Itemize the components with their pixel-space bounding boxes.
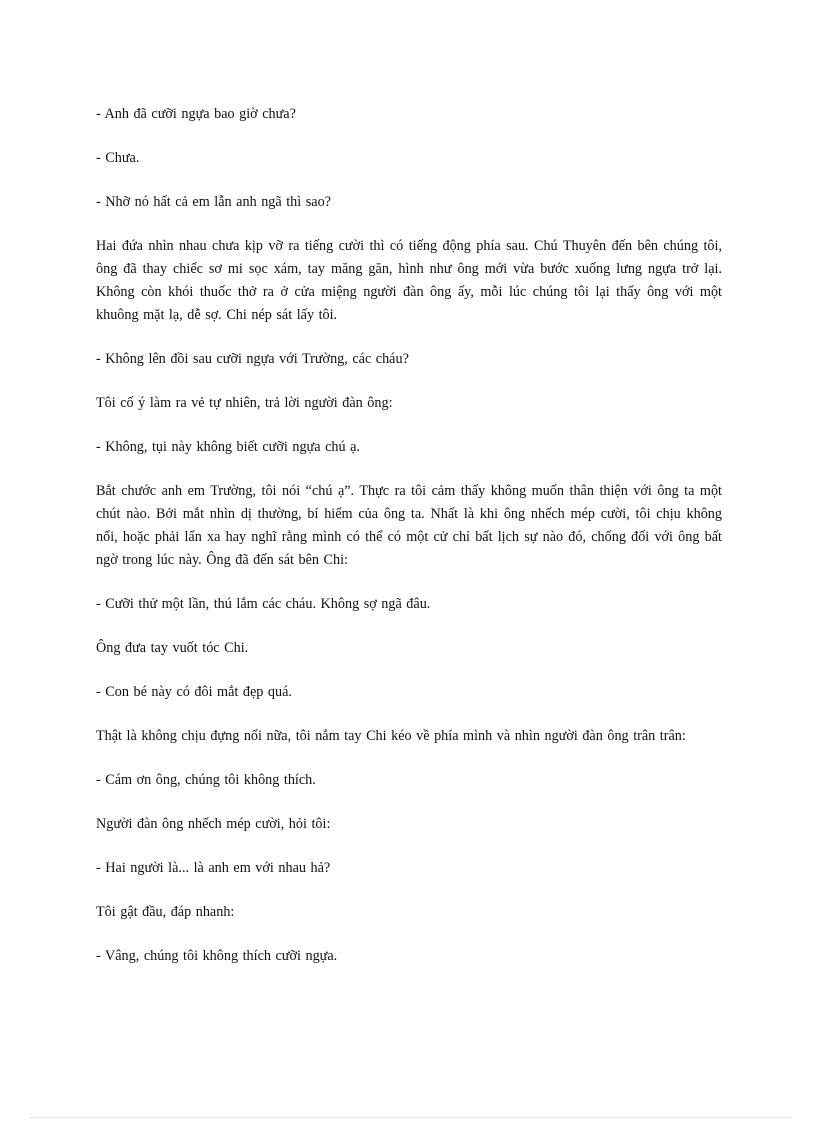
narrative-paragraph: Người đàn ông nhếch mép cười, hỏi tôi:: [96, 816, 331, 832]
dialogue-line: - Anh đã cưỡi ngựa bao giờ chưa?: [96, 106, 296, 122]
dialogue-line: - Hai người là... là anh em với nhau hả?: [96, 860, 331, 876]
narrative-paragraph: Tôi cố ý làm ra vẻ tự nhiên, trả lời người đàn ông:: [96, 395, 393, 411]
dialogue-line: - Không, tụi này không biết cưỡi ngựa chú ạ.: [96, 439, 360, 455]
dialogue-line: - Cám ơn ông, chúng tôi không thích.: [96, 772, 316, 788]
narrative-paragraph: Ông đưa tay vuốt tóc Chi.: [96, 640, 249, 656]
dialogue-line: - Không lên đồi sau cưỡi ngựa với Trường, các cháu?: [96, 351, 409, 367]
dialogue-line: - Chưa.: [96, 150, 140, 166]
narrative-paragraph: Tôi gật đầu, đáp nhanh:: [96, 904, 235, 920]
story-text: [96, 103, 722, 989]
narrative-paragraph: Hai đứa nhìn nhau chưa kịp vỡ ra tiếng cười thì có tiếng động phía sau. Chú Thuyên đến bên chúng tôi, ông đã thay chiếc sơ mi sọc xám, tay măng găn, hình như ông mới vừa bước xuống lưng ngựa trở lại. Không còn khói thuốc thở ra ở cửa miệng người đàn ông ấy, mỗi lúc chúng tôi lại thấy ông với một khuông mặt lạ, dễ sợ. Chi nép sát lấy tôi.: [96, 238, 722, 323]
dialogue-line: - Con bé này có đôi mắt đẹp quá.: [96, 684, 292, 700]
narrative-paragraph: Bắt chước anh em Trường, tôi nói “chú ạ”. Thực ra tôi cảm thấy không muốn thân thiện với ông ta một chút nào. Bởi mắt nhìn dị thường, bí hiểm của ông ta. Nhất là khi ông nhếch mép cười, tôi chịu không nổi, hoặc phải lẩn xa hay nghĩ rằng mình có thể có một cử chỉ bất lịch sự nào đó, chống đối với ông bất ngờ trong lúc này. Ông đã đến sát bên Chi:: [96, 483, 722, 568]
dialogue-line: - Vâng, chúng tôi không thích cưỡi ngựa.: [96, 948, 338, 964]
dialogue-line: - Cưỡi thử một lần, thú lắm các cháu. Không sợ ngã đâu.: [96, 596, 431, 612]
narrative-paragraph: Thật là không chịu đựng nổi nữa, tôi nắm tay Chi kéo về phía mình và nhìn người đàn ông trân trân:: [96, 728, 686, 744]
dialogue-line: - Nhỡ nó hất cả em lẫn anh ngã thì sao?: [96, 194, 331, 210]
page-bottom-divider: [30, 1117, 792, 1118]
